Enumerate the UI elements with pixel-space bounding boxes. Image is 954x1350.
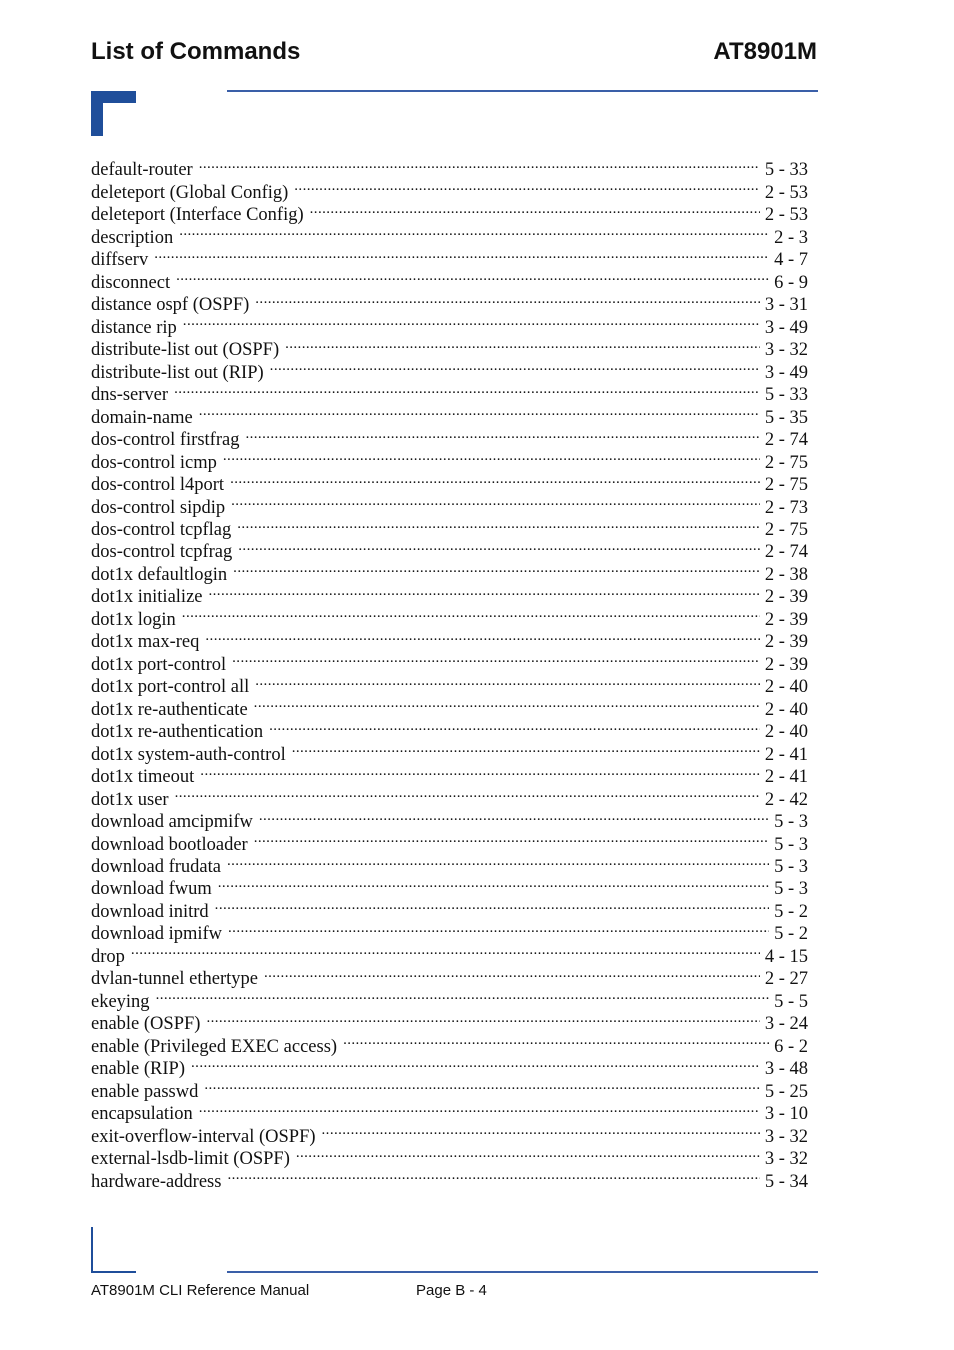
page-reference: 2 - 40 xyxy=(764,677,808,698)
index-entry xyxy=(91,220,808,248)
command-name: description xyxy=(91,227,174,248)
dot-leader xyxy=(206,1007,759,1029)
page-reference: 2 - 74 xyxy=(764,542,808,563)
command-name: download frudata xyxy=(91,857,221,877)
command-name: enable (RIP) xyxy=(91,1059,186,1080)
command-index-list xyxy=(91,153,808,1192)
index-entry xyxy=(91,1052,808,1080)
index-entry xyxy=(91,1097,808,1125)
command-name: dos-control sipdip xyxy=(91,497,226,518)
command-name: dot1x defaultlogin xyxy=(91,564,228,585)
command-name: dot1x max-req xyxy=(91,632,200,653)
command-name: distance rip xyxy=(91,317,177,338)
dot-leader xyxy=(223,445,760,467)
dot-leader xyxy=(245,423,759,445)
header-rule xyxy=(227,90,818,92)
command-name: dot1x system-auth-control xyxy=(91,744,286,765)
dot-leader xyxy=(227,850,769,872)
command-name: hardware-address xyxy=(91,1171,222,1192)
footer-rule xyxy=(227,1271,818,1273)
page-reference: 3 - 10 xyxy=(764,1104,808,1125)
command-name: download amcipmifw xyxy=(91,812,253,833)
page-reference: 5 - 35 xyxy=(764,407,808,428)
command-name: exit-overflow-interval (OSPF) xyxy=(91,1126,316,1147)
command-name: download initrd xyxy=(91,901,209,922)
command-name: dot1x port-control xyxy=(91,654,227,675)
page-reference: 5 - 3 xyxy=(774,879,808,900)
command-name: ekeying xyxy=(91,991,150,1012)
command-name: dos-control l4port xyxy=(91,475,225,496)
index-entry xyxy=(91,333,808,361)
command-name: external-lsdb-limit (OSPF) xyxy=(91,1149,290,1170)
section-title: List of Commands xyxy=(91,38,301,65)
command-name: dot1x port-control all xyxy=(91,677,250,698)
dot-leader xyxy=(255,670,760,692)
dot-leader xyxy=(156,984,770,1006)
dot-leader xyxy=(254,827,769,849)
dot-leader xyxy=(227,1164,759,1186)
corner-mark-bottom xyxy=(91,1227,93,1273)
dot-leader xyxy=(269,715,760,737)
page-reference: 5 - 33 xyxy=(764,385,808,406)
page-reference: 5 - 2 xyxy=(774,924,808,945)
dot-leader xyxy=(343,1029,769,1051)
page-reference: 2 - 40 xyxy=(764,722,808,743)
dot-leader xyxy=(264,962,760,984)
dot-leader xyxy=(215,894,769,916)
page-reference: 2 - 27 xyxy=(764,969,808,990)
command-name: disconnect xyxy=(91,272,171,293)
page-reference: 5 - 25 xyxy=(764,1081,808,1102)
command-name: drop xyxy=(91,946,125,967)
page-reference: 3 - 48 xyxy=(764,1059,808,1080)
command-name: enable (Privileged EXEC access) xyxy=(91,1036,338,1057)
dot-leader xyxy=(154,243,769,265)
index-entry xyxy=(91,378,808,406)
index-entry xyxy=(91,265,808,293)
dot-leader xyxy=(218,872,769,894)
dot-leader xyxy=(205,625,759,647)
index-entry xyxy=(91,1074,808,1102)
page-reference: 6 - 9 xyxy=(774,272,808,293)
index-entry xyxy=(91,400,808,428)
dot-leader xyxy=(237,513,760,535)
page-reference: 5 - 3 xyxy=(774,834,808,855)
command-name: default-router xyxy=(91,160,193,181)
command-name: dos-control tcpfrag xyxy=(91,542,233,563)
command-name: dos-control icmp xyxy=(91,452,217,473)
command-name: enable passwd xyxy=(91,1081,199,1102)
dot-leader xyxy=(199,153,760,175)
page-reference: 3 - 49 xyxy=(764,362,808,383)
dot-leader xyxy=(182,602,760,624)
page-reference: 2 - 41 xyxy=(764,767,808,788)
index-entry xyxy=(91,962,808,990)
dot-leader xyxy=(200,760,760,782)
dot-leader xyxy=(199,1097,760,1119)
index-entry xyxy=(91,782,808,810)
page-reference: 2 - 53 xyxy=(764,182,808,203)
dot-leader xyxy=(174,378,760,400)
page-reference: 5 - 5 xyxy=(774,991,808,1012)
page-reference: 2 - 39 xyxy=(764,609,808,630)
page-reference: 3 - 32 xyxy=(764,1149,808,1170)
index-entry xyxy=(91,153,808,181)
footer-manual-title: AT8901M CLI Reference Manual xyxy=(91,1282,310,1299)
dot-leader xyxy=(310,198,760,220)
dot-leader xyxy=(199,400,760,422)
corner-mark-bottom-base xyxy=(91,1271,136,1273)
command-name: dot1x timeout xyxy=(91,767,195,788)
command-name: dos-control firstfrag xyxy=(91,430,240,451)
index-entry xyxy=(91,310,808,338)
index-entry xyxy=(91,1007,808,1035)
command-name: dot1x initialize xyxy=(91,587,203,608)
page-reference: 5 - 34 xyxy=(764,1171,808,1192)
dot-leader xyxy=(179,220,769,242)
product-name: AT8901M xyxy=(713,38,817,65)
command-name: enable (OSPF) xyxy=(91,1014,201,1035)
command-name: dot1x re-authentication xyxy=(91,722,264,743)
dot-leader xyxy=(209,580,760,602)
command-name: distribute-list out (RIP) xyxy=(91,362,264,383)
command-name: diffserv xyxy=(91,250,149,271)
dot-leader xyxy=(255,288,760,310)
page-reference: 2 - 41 xyxy=(764,744,808,765)
dot-leader xyxy=(322,1119,760,1141)
index-entry xyxy=(91,243,808,271)
page-reference: 3 - 49 xyxy=(764,317,808,338)
command-name: download bootloader xyxy=(91,834,248,855)
page-reference: 5 - 33 xyxy=(764,160,808,181)
command-name: dot1x user xyxy=(91,789,169,810)
command-name: distribute-list out (OSPF) xyxy=(91,340,280,361)
index-entry xyxy=(91,625,808,653)
page-reference: 2 - 39 xyxy=(764,654,808,675)
page-reference: 2 - 40 xyxy=(764,699,808,720)
dot-leader xyxy=(232,647,760,669)
dot-leader xyxy=(231,490,760,512)
page-reference: 5 - 3 xyxy=(774,812,808,833)
command-name: dvlan-tunnel ethertype xyxy=(91,969,258,990)
command-name: download ipmifw xyxy=(91,924,223,945)
index-entry xyxy=(91,805,808,833)
page-reference: 2 - 39 xyxy=(764,632,808,653)
dot-leader xyxy=(191,1052,760,1074)
command-name: deleteport (Interface Config) xyxy=(91,205,304,226)
dot-leader xyxy=(285,333,760,355)
dot-leader xyxy=(259,805,769,827)
command-name: domain-name xyxy=(91,407,193,428)
dot-leader xyxy=(176,265,769,287)
page-reference: 6 - 2 xyxy=(774,1036,808,1057)
page-reference: 2 - 75 xyxy=(764,475,808,496)
index-entry xyxy=(91,288,808,316)
command-name: dot1x login xyxy=(91,609,176,630)
dot-leader xyxy=(183,310,760,332)
dot-leader xyxy=(254,692,760,714)
page-reference: 3 - 24 xyxy=(764,1014,808,1035)
command-name: encapsulation xyxy=(91,1104,193,1125)
page-reference: 3 - 31 xyxy=(764,295,808,316)
page-reference: 2 - 38 xyxy=(764,564,808,585)
page-reference: 2 - 3 xyxy=(774,227,808,248)
page-reference: 4 - 7 xyxy=(774,250,808,271)
index-entry xyxy=(91,602,808,630)
page-reference: 2 - 53 xyxy=(764,205,808,226)
dot-leader xyxy=(233,557,760,579)
dot-leader xyxy=(296,1142,760,1164)
dot-leader xyxy=(131,939,760,961)
command-name: dot1x re-authenticate xyxy=(91,699,248,720)
command-name: distance ospf (OSPF) xyxy=(91,295,250,316)
page-reference: 3 - 32 xyxy=(764,1126,808,1147)
command-name: deleteport (Global Config) xyxy=(91,182,289,203)
page-reference: 4 - 15 xyxy=(764,946,808,967)
footer-page-number: Page B - 4 xyxy=(416,1282,487,1299)
command-name: download fwum xyxy=(91,879,212,900)
dot-leader xyxy=(204,1074,759,1096)
page-reference: 2 - 75 xyxy=(764,519,808,540)
dot-leader xyxy=(175,782,760,804)
command-name: dos-control tcpflag xyxy=(91,519,232,540)
index-entry xyxy=(91,939,808,967)
dot-leader xyxy=(238,535,760,557)
page-reference: 5 - 2 xyxy=(774,901,808,922)
command-name: dns-server xyxy=(91,385,169,406)
dot-leader xyxy=(292,737,760,759)
page-reference: 5 - 3 xyxy=(774,857,808,877)
index-entry xyxy=(91,984,808,1012)
page-reference: 2 - 73 xyxy=(764,497,808,518)
corner-mark-top xyxy=(91,91,136,136)
page-reference: 2 - 74 xyxy=(764,430,808,451)
page-reference: 3 - 32 xyxy=(764,340,808,361)
page-reference: 2 - 75 xyxy=(764,452,808,473)
dot-leader xyxy=(294,175,760,197)
dot-leader xyxy=(228,917,769,939)
dot-leader xyxy=(270,355,760,377)
page-reference: 2 - 39 xyxy=(764,587,808,608)
dot-leader xyxy=(230,468,760,490)
page-reference: 2 - 42 xyxy=(764,789,808,810)
